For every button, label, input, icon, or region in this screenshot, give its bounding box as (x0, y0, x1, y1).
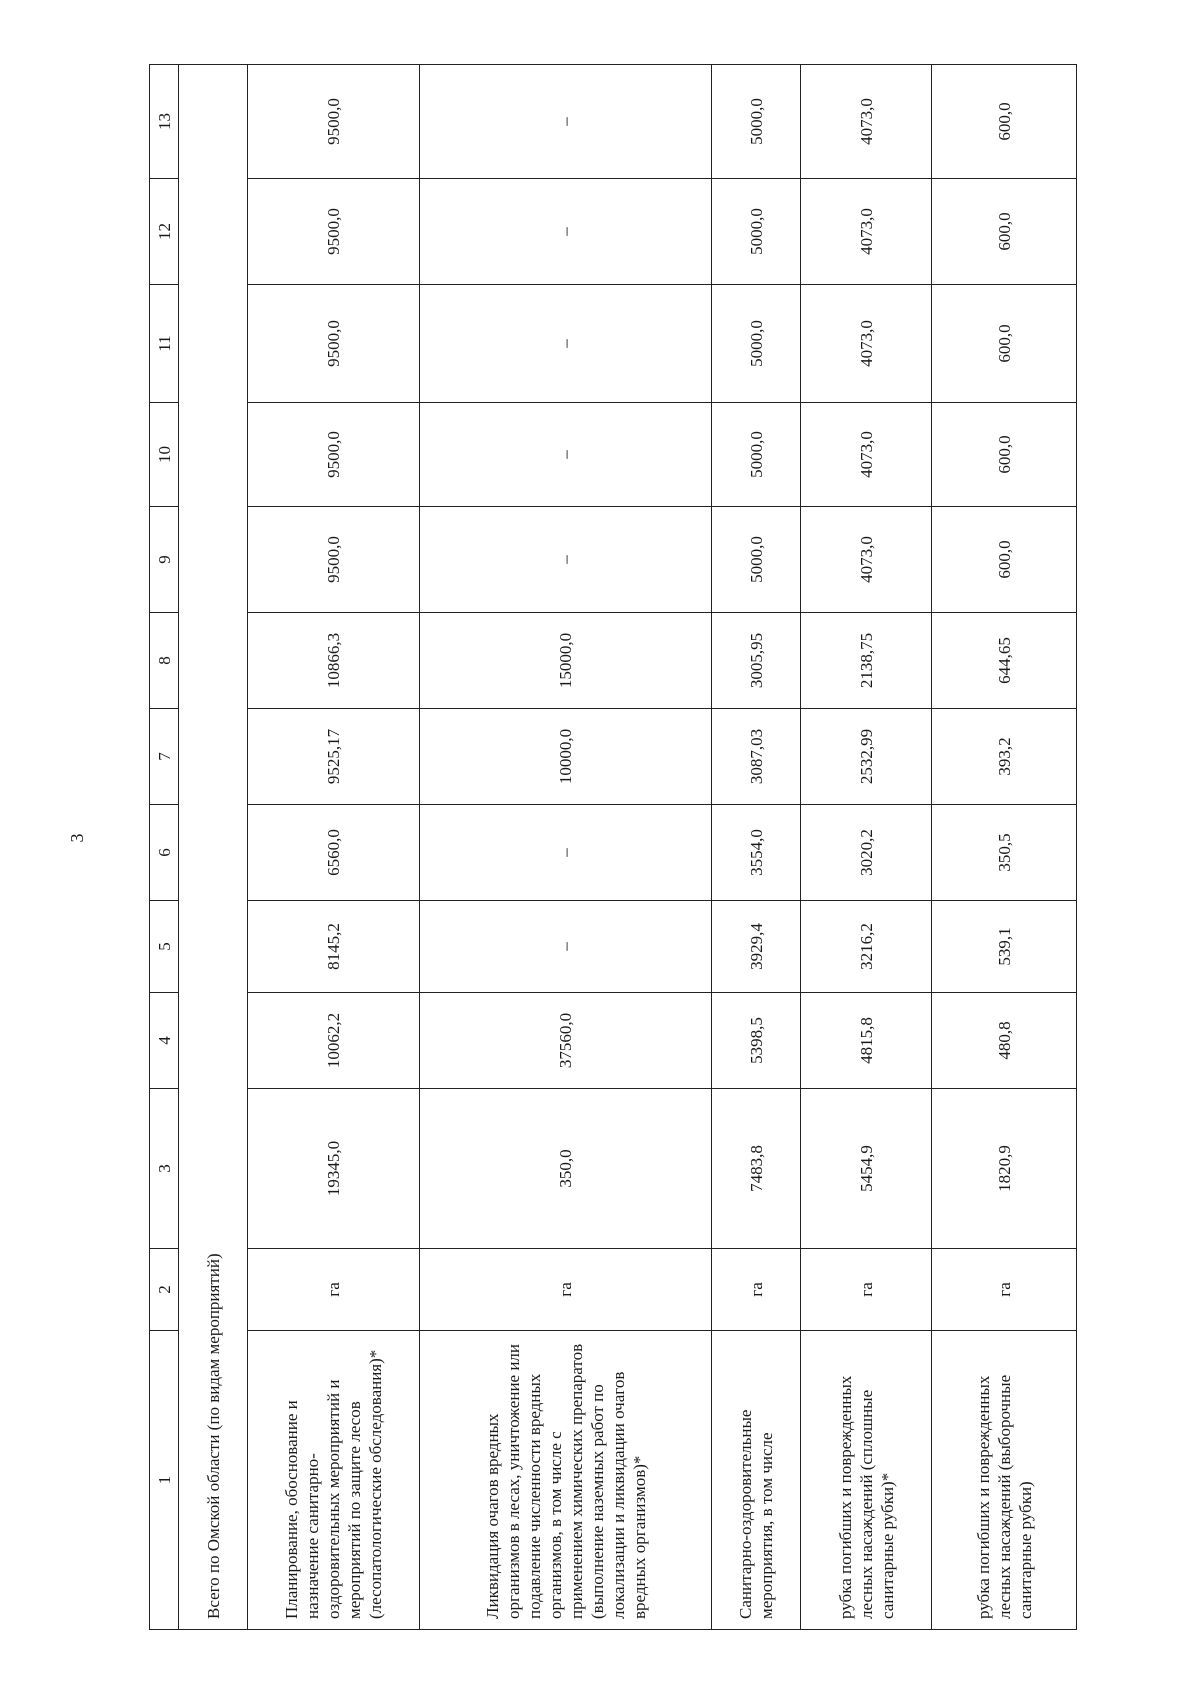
value-cell: 9500,0 (248, 507, 420, 613)
value-cell: 19345,0 (248, 1089, 420, 1249)
unit-cell: га (801, 1249, 932, 1331)
page-number: 3 (67, 833, 87, 843)
value-cell: 5000,0 (712, 65, 801, 179)
value-cell: 9500,0 (248, 179, 420, 285)
value-cell: 5000,0 (712, 507, 801, 613)
value-cell: 600,0 (932, 507, 1077, 613)
value-cell: 2532,99 (801, 709, 932, 805)
value-cell: – (420, 65, 712, 179)
value-cell: 3216,2 (801, 901, 932, 993)
value-cell: 5454,9 (801, 1089, 932, 1249)
value-cell: 350,0 (420, 1089, 712, 1249)
col-num-10: 10 (150, 403, 179, 507)
table-row (932, 65, 1077, 1630)
activity-name: рубка погибших и поврежденных лесных насаждений (сплошные санитарные рубки)* (801, 1331, 932, 1630)
col-num-1: 1 (150, 1331, 179, 1630)
value-cell: – (420, 403, 712, 507)
col-num-11: 11 (150, 285, 179, 403)
value-cell: 4073,0 (801, 285, 932, 403)
table-row (420, 65, 712, 1630)
value-cell: 600,0 (932, 403, 1077, 507)
value-cell: 2138,75 (801, 613, 932, 709)
activity-name: рубка погибших и поврежденных лесных насаждений (выборочные санитарные рубки) (932, 1331, 1077, 1630)
value-cell: 5000,0 (712, 285, 801, 403)
section-title: Всего по Омской области (по видам мероприятий) (179, 65, 248, 1630)
value-cell: – (420, 507, 712, 613)
value-cell: 480,8 (932, 993, 1077, 1089)
value-cell: – (420, 901, 712, 993)
col-num-12: 12 (150, 179, 179, 285)
value-cell: 6560,0 (248, 805, 420, 901)
unit-cell: га (248, 1249, 420, 1331)
value-cell: 600,0 (932, 285, 1077, 403)
value-cell: 9500,0 (248, 65, 420, 179)
value-cell: 7483,8 (712, 1089, 801, 1249)
section-row (179, 65, 248, 1630)
value-cell: 3929,4 (712, 901, 801, 993)
value-cell: 644,65 (932, 613, 1077, 709)
unit-cell: га (420, 1249, 712, 1331)
value-cell: 3554,0 (712, 805, 801, 901)
value-cell: 10866,3 (248, 613, 420, 709)
value-cell: 600,0 (932, 179, 1077, 285)
col-num-6: 6 (150, 805, 179, 901)
unit-cell: га (932, 1249, 1077, 1331)
value-cell: 4073,0 (801, 179, 932, 285)
col-num-9: 9 (150, 507, 179, 613)
value-cell: 5000,0 (712, 403, 801, 507)
value-cell: 393,2 (932, 709, 1077, 805)
col-num-13: 13 (150, 65, 179, 179)
value-cell: 9500,0 (248, 403, 420, 507)
value-cell: 4073,0 (801, 403, 932, 507)
value-cell: 3087,03 (712, 709, 801, 805)
table-row (248, 65, 420, 1630)
rotated-table-container (149, 65, 1184, 1630)
value-cell: – (420, 285, 712, 403)
activity-name: Санитарно-оздоровительные мероприятия, в том числе (712, 1331, 801, 1630)
value-cell: 4073,0 (801, 507, 932, 613)
value-cell: 5000,0 (712, 179, 801, 285)
col-num-2: 2 (150, 1249, 179, 1331)
value-cell: 9525,17 (248, 709, 420, 805)
activity-name: Планирование, обоснование и назначение санитарно-оздоровительных мероприятий и мероприятий по защите лесов (лесопатологические обследования)* (248, 1331, 420, 1630)
unit-cell: га (712, 1249, 801, 1331)
table-row (801, 65, 932, 1630)
value-cell: – (420, 805, 712, 901)
value-cell: 350,5 (932, 805, 1077, 901)
table-row (712, 65, 801, 1630)
column-number-row (150, 65, 179, 1630)
value-cell: 3020,2 (801, 805, 932, 901)
value-cell: 539,1 (932, 901, 1077, 993)
value-cell: 10062,2 (248, 993, 420, 1089)
value-cell: 1820,9 (932, 1089, 1077, 1249)
value-cell: 37560,0 (420, 993, 712, 1089)
value-cell: 600,0 (932, 65, 1077, 179)
value-cell: 10000,0 (420, 709, 712, 805)
value-cell: – (420, 179, 712, 285)
col-num-7: 7 (150, 709, 179, 805)
col-num-8: 8 (150, 613, 179, 709)
value-cell: 9500,0 (248, 285, 420, 403)
activities-table (149, 64, 1077, 1630)
value-cell: 15000,0 (420, 613, 712, 709)
value-cell: 4815,8 (801, 993, 932, 1089)
col-num-5: 5 (150, 901, 179, 993)
value-cell: 3005,95 (712, 613, 801, 709)
value-cell: 8145,2 (248, 901, 420, 993)
value-cell: 5398,5 (712, 993, 801, 1089)
activity-name: Ликвидация очагов вредных организмов в лесах, уничтожение или подавление численности вредных организмов, в том числе с применением химических препаратов (выполнение наземных работ по локализации и ликвидации очагов вредных организмов)* (420, 1331, 712, 1630)
value-cell: 4073,0 (801, 65, 932, 179)
col-num-4: 4 (150, 993, 179, 1089)
col-num-3: 3 (150, 1089, 179, 1249)
